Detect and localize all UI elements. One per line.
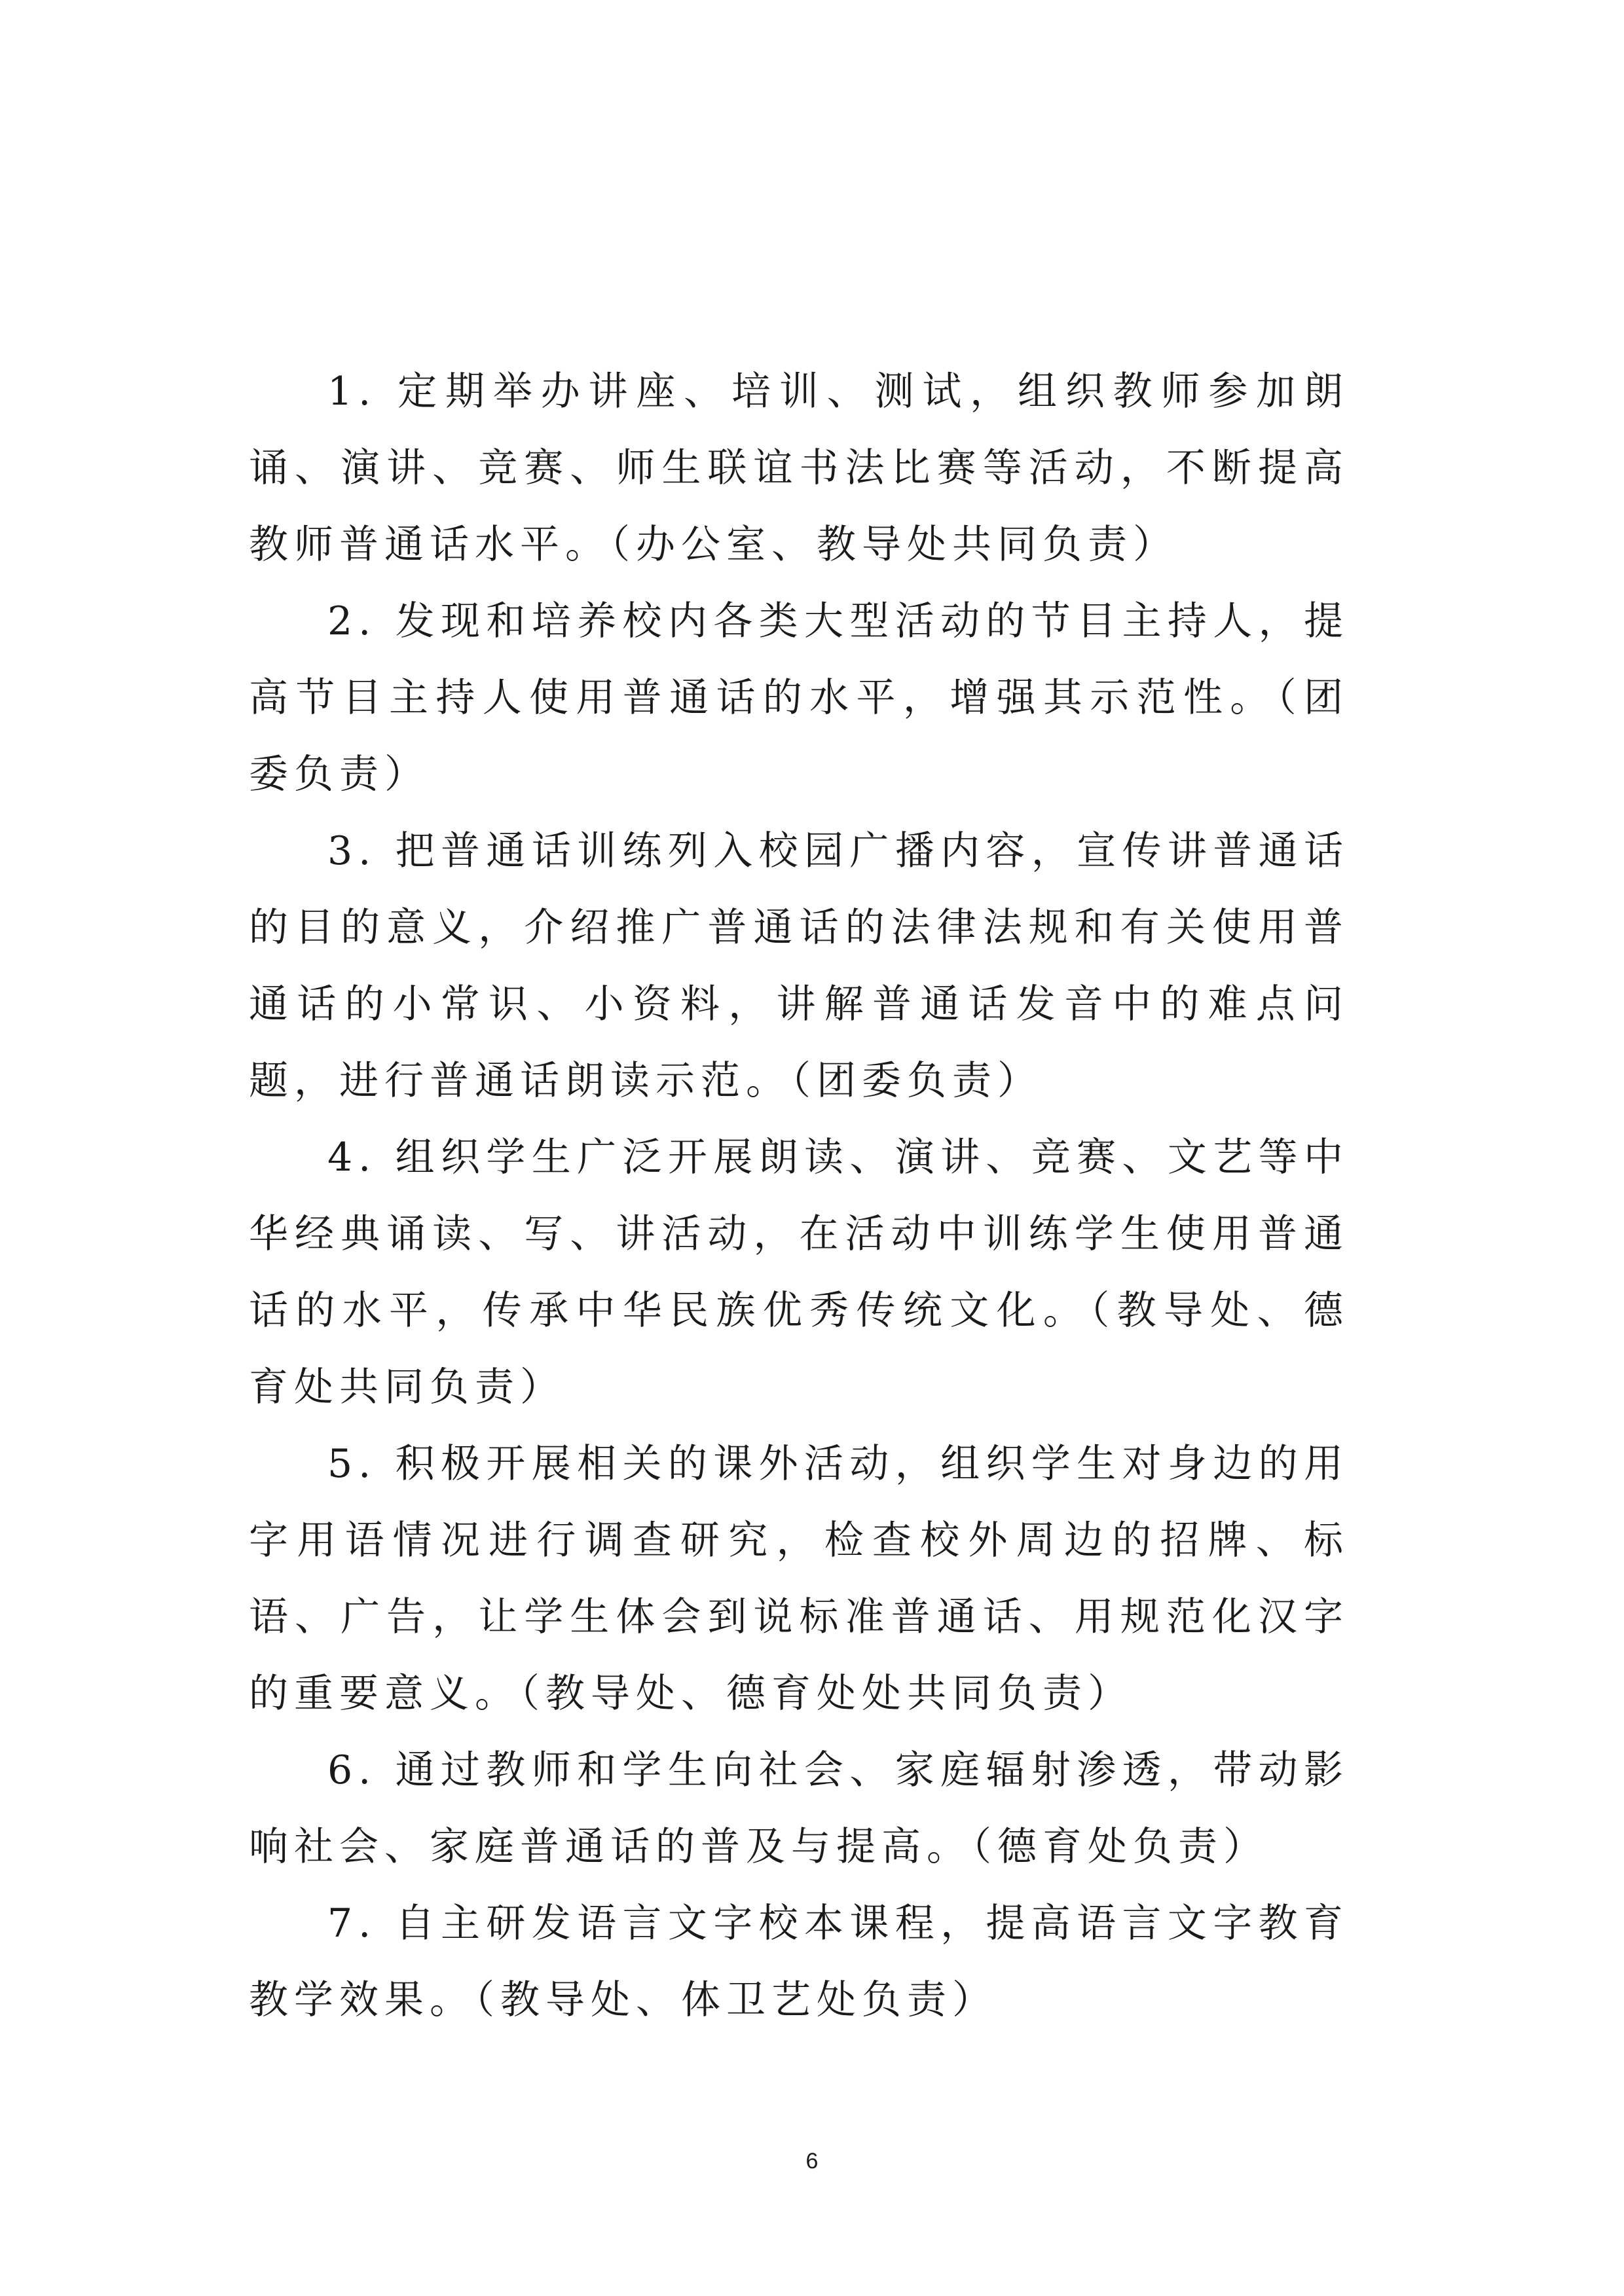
- paragraph-item-5: 5. 积极开展相关的课外活动，组织学生对身边的用字用语情况进行调查研究，检查校外周边的招牌、标语、广告，让学生体会到说标准普通话、用规范化汉字的重要意义。（教导处、德育处处共同负责）: [249, 1441, 1349, 1717]
- paragraph-item-7: 7. 自主研发语言文字校本课程，提高语言文字教育教学效果。（教导处、体卫艺处负责）: [249, 1901, 1349, 2023]
- page-number: 6: [805, 2149, 819, 2174]
- paragraph-item-4: 4. 组织学生广泛开展朗读、演讲、竞赛、文艺等中华经典诵读、写、讲活动，在活动中训练学生使用普通话的水平，传承中华民族优秀传统文化。（教导处、德育处共同负责）: [249, 1135, 1349, 1410]
- document-body: [249, 354, 1349, 2039]
- paragraph-item-1: 1. 定期举办讲座、培训、测试，组织教师参加朗诵、演讲、竞赛、师生联谊书法比赛等活动，不断提高教师普通话水平。（办公室、教导处共同负责）: [249, 369, 1349, 568]
- paragraph-item-6: 6. 通过教师和学生向社会、家庭辐射渗透，带动影响社会、家庭普通话的普及与提高。（德育处负责）: [249, 1747, 1349, 1870]
- paragraph-item-2: 2. 发现和培养校内各类大型活动的节目主持人，提高节目主持人使用普通话的水平，增强其示范性。（团委负责）: [249, 598, 1349, 797]
- paragraph-item-3: 3. 把普通话训练列入校园广播内容，宣传讲普通话的目的意义，介绍推广普通话的法律法规和有关使用普通话的小常识、小资料，讲解普通话发音中的难点问题，进行普通话朗读示范。（团委负责）: [249, 828, 1349, 1104]
